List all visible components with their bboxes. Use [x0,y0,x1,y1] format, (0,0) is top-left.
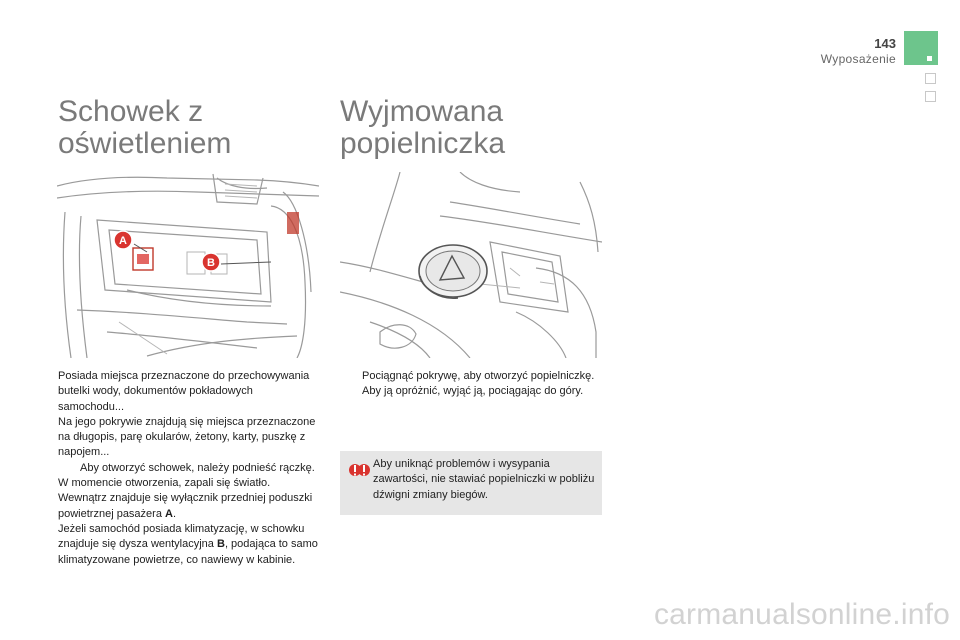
glovebox-open-step-text: Aby otworzyć schowek, należy podnieść rączkę. [80,461,315,474]
glovebox-open-step [58,461,320,476]
glovebox-para-3: W momencie otworzenia, zapali się światło. [58,477,271,490]
label-a: A [119,235,127,247]
watermark: carmanualsonline.info [653,598,950,631]
label-b: B [207,257,215,269]
glovebox-para-5: Jeżeli samochód posiada klimatyzację, w schowku znajduje się dysza wentylacyjna B, podająca to samo klimatyzowane powietrze, co nawiewy w kabinie. [58,522,318,566]
ashtray-steps [340,369,602,400]
glovebox-para-2: Na jego pokrywie znajdują się miejsca przeznaczone na długopis, parę okularów, żetony, karty, puszkę z napojem... [58,415,316,459]
section-tab[interactable] [925,73,936,84]
glovebox-title [58,96,231,160]
glovebox-para-4: Wewnątrz znajduje się wyłącznik przedniej poduszki powietrznej pasażera A. [58,492,313,520]
ashtray-illustration [340,172,602,358]
ashtray-title-line1: Wyjmowana [340,95,504,128]
glovebox-illustration [57,172,319,358]
section-title: Wyposażenie [820,52,896,66]
warning-text: Aby uniknąć problemów i wysypania zawartości, nie stawiać popielniczki w pobliżu dźwigni zmiany biegów. [373,458,595,501]
ashtray-title [340,96,505,160]
warning-exclamation-icon [348,459,376,481]
ashtray-step-2-text: Aby ją opróżnić, wyjąć ją, pociągając do góry. [362,385,584,398]
section-tab-active[interactable] [904,31,938,65]
glovebox-title-line1: Schowek z [58,95,204,128]
ashtray-step-1 [340,369,602,384]
glovebox-description [58,369,320,568]
section-tab[interactable] [925,91,936,102]
label-b-marker [202,253,220,271]
warning-box [340,451,602,515]
glovebox-para-1: Posiada miejsca przeznaczone do przechowywania butelki wody, dokumentów pokładowych samochodu... [58,370,310,413]
ashtray-title-line2: popielniczka [340,127,506,160]
ashtray-step-2 [340,384,602,399]
label-a-marker [114,231,132,249]
glovebox-title-line2: oświetleniem [58,127,232,160]
ashtray-step-1-text: Pociągnąć pokrywę, aby otworzyć popielniczkę. [362,370,595,382]
page-number: 143 [874,36,896,51]
